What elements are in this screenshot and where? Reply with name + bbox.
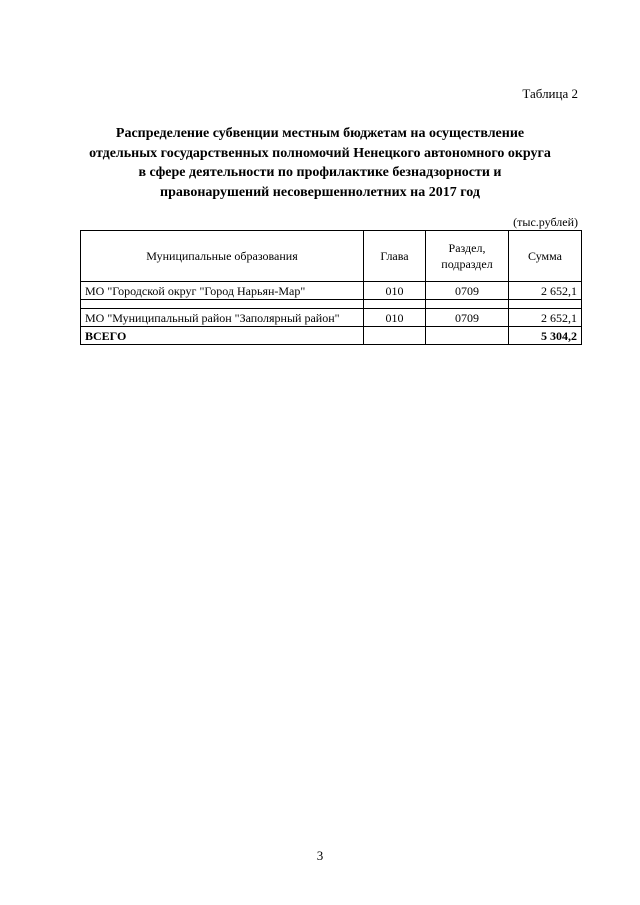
total-label: ВСЕГО — [81, 327, 364, 345]
total-row — [81, 327, 582, 345]
header-municipality: Муниципальные образования — [81, 231, 364, 282]
spacer-cell — [81, 300, 364, 309]
subvention-table — [80, 230, 582, 345]
spacer-cell — [426, 300, 509, 309]
cell-chapter: 010 — [364, 282, 426, 300]
header-section-line: Раздел, — [448, 241, 486, 255]
header-section-line: подраздел — [441, 257, 493, 271]
header-chapter: Глава — [364, 231, 426, 282]
table-row — [81, 282, 582, 300]
table-spacer-row — [81, 300, 582, 309]
title-line: правонарушений несовершеннолетних на 2017 год — [160, 184, 480, 200]
total-empty-cell — [364, 327, 426, 345]
units-label: (тыс.рублей) — [513, 215, 578, 229]
cell-municipality: МО "Городской округ "Город Нарьян-Мар" — [81, 282, 364, 300]
header-amount: Сумма — [509, 231, 582, 282]
spacer-cell — [364, 300, 426, 309]
cell-section: 0709 — [426, 282, 509, 300]
total-empty-cell — [426, 327, 509, 345]
cell-amount: 2 652,1 — [509, 309, 582, 327]
cell-municipality: МО "Муниципальный район "Заполярный район" — [81, 309, 364, 327]
document-title — [60, 124, 580, 202]
table-label: Таблица 2 — [522, 86, 578, 101]
title-line: отдельных государственных полномочий Ненецкого автономного округа — [89, 145, 551, 161]
page-number: 3 — [316, 848, 324, 863]
header-section — [426, 231, 509, 282]
cell-amount: 2 652,1 — [509, 282, 582, 300]
table-header-row — [81, 231, 582, 282]
title-line: Распределение субвенции местным бюджетам на осуществление — [115, 126, 525, 141]
spacer-cell — [509, 300, 582, 309]
total-amount: 5 304,2 — [509, 327, 582, 345]
table-row — [81, 309, 582, 327]
title-line: в сфере деятельности по профилактике безнадзорности и — [138, 165, 502, 180]
cell-chapter: 010 — [364, 309, 426, 327]
cell-section: 0709 — [426, 309, 509, 327]
